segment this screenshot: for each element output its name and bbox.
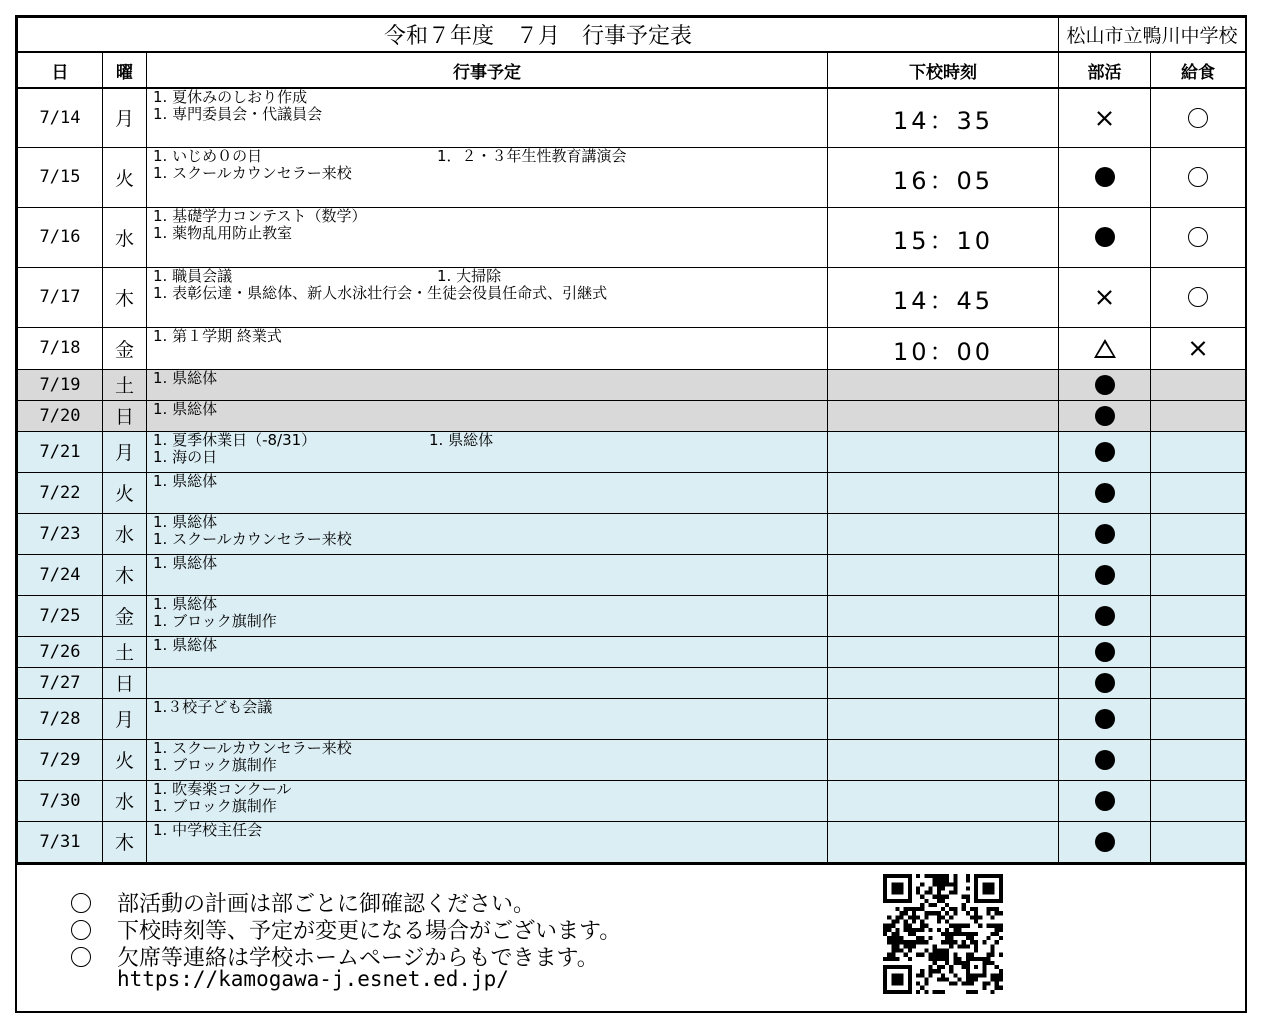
circle-bullet-icon bbox=[71, 947, 91, 967]
table-row bbox=[18, 369, 1246, 400]
lunch-cell bbox=[1151, 739, 1246, 780]
weekday-cell: 水 bbox=[103, 780, 147, 821]
note-text: 欠席等連絡は学校ホームページからもできます。 bbox=[117, 946, 599, 971]
date-cell: 7/17 bbox=[18, 267, 103, 327]
club-cell bbox=[1059, 472, 1151, 513]
filled-circle-icon bbox=[1095, 673, 1115, 693]
dismissal-time-cell bbox=[828, 821, 1059, 862]
club-cell bbox=[1059, 513, 1151, 554]
date-cell: 7/18 bbox=[18, 327, 103, 369]
weekday-cell: 月 bbox=[103, 431, 147, 472]
club-cell bbox=[1059, 595, 1151, 636]
events-cell bbox=[147, 431, 828, 472]
col-header-day: 日 bbox=[18, 52, 103, 88]
table-row bbox=[18, 88, 1246, 147]
events-cell bbox=[147, 207, 828, 267]
dismissal-time-cell: 14：45 bbox=[828, 267, 1059, 327]
events-cell bbox=[147, 369, 828, 400]
events-cell bbox=[147, 513, 828, 554]
lunch-cell bbox=[1151, 821, 1246, 862]
event-text: 1. 海の日 bbox=[153, 447, 218, 466]
club-cell bbox=[1059, 636, 1151, 667]
date-cell: 7/15 bbox=[18, 147, 103, 207]
triangle-icon bbox=[1094, 339, 1116, 358]
date-cell: 7/19 bbox=[18, 369, 103, 400]
dismissal-time-cell bbox=[828, 667, 1059, 698]
event-text: 1. 県総体 bbox=[429, 430, 494, 449]
date-cell: 7/26 bbox=[18, 636, 103, 667]
event-text: 1. ブロック旗制作 bbox=[153, 611, 277, 630]
col-header-events: 行事予定 bbox=[147, 52, 828, 88]
events-cell bbox=[147, 595, 828, 636]
event-text: 1. 県総体 bbox=[153, 553, 218, 572]
event-text: 1. 第１学期 終業式 bbox=[153, 326, 282, 345]
lunch-cell bbox=[1151, 327, 1246, 369]
open-circle-icon bbox=[1188, 108, 1208, 128]
weekday-cell: 木 bbox=[103, 267, 147, 327]
club-cell bbox=[1059, 147, 1151, 207]
weekday-cell: 火 bbox=[103, 147, 147, 207]
table-row bbox=[18, 207, 1246, 267]
date-cell: 7/21 bbox=[18, 431, 103, 472]
weekday-cell: 木 bbox=[103, 554, 147, 595]
events-cell bbox=[147, 636, 828, 667]
dismissal-time-cell bbox=[828, 431, 1059, 472]
events-cell bbox=[147, 554, 828, 595]
open-circle-icon bbox=[1188, 287, 1208, 307]
event-text: 1. 夏季休業日（-8/31） bbox=[153, 430, 317, 449]
weekday-cell: 日 bbox=[103, 667, 147, 698]
club-cell bbox=[1059, 698, 1151, 739]
table-row bbox=[18, 780, 1246, 821]
lunch-cell bbox=[1151, 554, 1246, 595]
table-row bbox=[18, 400, 1246, 431]
table-row bbox=[18, 821, 1246, 862]
filled-circle-icon bbox=[1095, 565, 1115, 585]
events-cell bbox=[147, 821, 828, 862]
weekday-cell: 木 bbox=[103, 821, 147, 862]
lunch-cell bbox=[1151, 267, 1246, 327]
event-text: 1. 表彰伝達・県総体、新人水泳壮行会・生徒会役員任命式、引継式 bbox=[153, 283, 608, 302]
event-text: 1. 大掃除 bbox=[437, 266, 502, 285]
club-cell bbox=[1059, 431, 1151, 472]
filled-circle-icon bbox=[1095, 709, 1115, 729]
lunch-cell bbox=[1151, 472, 1246, 513]
event-text: 1. 県総体 bbox=[153, 399, 218, 418]
date-cell: 7/23 bbox=[18, 513, 103, 554]
lunch-cell bbox=[1151, 431, 1246, 472]
filled-circle-icon bbox=[1095, 606, 1115, 626]
weekday-cell: 土 bbox=[103, 369, 147, 400]
weekday-cell: 水 bbox=[103, 207, 147, 267]
dismissal-time-cell: 14：35 bbox=[828, 88, 1059, 147]
table-row bbox=[18, 698, 1246, 739]
events-cell bbox=[147, 267, 828, 327]
events-cell bbox=[147, 400, 828, 431]
events-cell bbox=[147, 472, 828, 513]
table-row bbox=[18, 267, 1246, 327]
event-text: 1. スクールカウンセラー来校 bbox=[153, 738, 352, 757]
event-text: 1.３校子ども会議 bbox=[153, 697, 273, 716]
cross-icon: × bbox=[1093, 282, 1116, 313]
event-text: 1. 県総体 bbox=[153, 471, 218, 490]
dismissal-time-cell bbox=[828, 472, 1059, 513]
dismissal-time-cell bbox=[828, 513, 1059, 554]
open-circle-icon bbox=[1188, 227, 1208, 247]
weekday-cell: 火 bbox=[103, 472, 147, 513]
filled-circle-icon bbox=[1095, 642, 1115, 662]
date-cell: 7/14 bbox=[18, 88, 103, 147]
event-text: 1. 県総体 bbox=[153, 594, 218, 613]
dismissal-time-cell bbox=[828, 369, 1059, 400]
date-cell: 7/20 bbox=[18, 400, 103, 431]
club-cell bbox=[1059, 267, 1151, 327]
table-row bbox=[18, 513, 1246, 554]
weekday-cell: 日 bbox=[103, 400, 147, 431]
date-cell: 7/16 bbox=[18, 207, 103, 267]
col-header-dismissal: 下校時刻 bbox=[828, 52, 1059, 88]
date-cell: 7/22 bbox=[18, 472, 103, 513]
filled-circle-icon bbox=[1095, 750, 1115, 770]
filled-circle-icon bbox=[1095, 832, 1115, 852]
table-row bbox=[18, 472, 1246, 513]
dismissal-time-cell bbox=[828, 595, 1059, 636]
table-row bbox=[18, 431, 1246, 472]
lunch-cell bbox=[1151, 88, 1246, 147]
cross-icon: × bbox=[1093, 103, 1116, 133]
events-cell bbox=[147, 698, 828, 739]
dismissal-time-cell bbox=[828, 739, 1059, 780]
lunch-cell bbox=[1151, 636, 1246, 667]
page-title: 令和７年度 ７月 行事予定表 bbox=[18, 18, 1059, 53]
filled-circle-icon bbox=[1095, 442, 1115, 462]
school-name: 松山市立鴨川中学校 bbox=[1059, 18, 1246, 53]
events-cell bbox=[147, 88, 828, 147]
lunch-cell bbox=[1151, 369, 1246, 400]
school-url[interactable]: https://kamogawa-j.esnet.ed.jp/ bbox=[117, 967, 509, 991]
note-text: 部活動の計画は部ごとに御確認ください。 bbox=[117, 892, 536, 917]
club-cell bbox=[1059, 821, 1151, 862]
col-header-club: 部活 bbox=[1059, 52, 1151, 88]
filled-circle-icon bbox=[1095, 227, 1115, 247]
weekday-cell: 金 bbox=[103, 595, 147, 636]
club-cell bbox=[1059, 207, 1151, 267]
weekday-cell: 月 bbox=[103, 698, 147, 739]
event-text: 1. スクールカウンセラー来校 bbox=[153, 529, 352, 548]
dismissal-time-cell bbox=[828, 400, 1059, 431]
event-text: 1. 県総体 bbox=[153, 512, 218, 531]
circle-bullet-icon bbox=[71, 893, 91, 913]
table-row bbox=[18, 554, 1246, 595]
weekday-cell: 金 bbox=[103, 327, 147, 369]
dismissal-time-cell bbox=[828, 698, 1059, 739]
event-text: 1. 職員会議 bbox=[153, 266, 233, 285]
filled-circle-icon bbox=[1095, 375, 1115, 395]
event-text: 1. 吹奏楽コンクール bbox=[153, 779, 292, 798]
footer-notes bbox=[17, 863, 1245, 1013]
date-cell: 7/28 bbox=[18, 698, 103, 739]
lunch-cell bbox=[1151, 207, 1246, 267]
weekday-cell: 火 bbox=[103, 739, 147, 780]
event-text: 1. いじめ０の日 bbox=[153, 146, 263, 165]
note-text: 下校時刻等、予定が変更になる場合がございます。 bbox=[117, 919, 622, 944]
lunch-cell bbox=[1151, 595, 1246, 636]
date-cell: 7/24 bbox=[18, 554, 103, 595]
club-cell bbox=[1059, 739, 1151, 780]
table-row bbox=[18, 327, 1246, 369]
weekday-cell: 月 bbox=[103, 88, 147, 147]
events-cell bbox=[147, 739, 828, 780]
events-cell bbox=[147, 667, 828, 698]
dismissal-time-cell: 15：10 bbox=[828, 207, 1059, 267]
club-cell bbox=[1059, 554, 1151, 595]
club-cell bbox=[1059, 667, 1151, 698]
table-row bbox=[18, 147, 1246, 207]
club-cell bbox=[1059, 327, 1151, 369]
event-text: 1. 県総体 bbox=[153, 635, 218, 654]
club-cell bbox=[1059, 780, 1151, 821]
lunch-cell bbox=[1151, 400, 1246, 431]
dismissal-time-cell: 10：00 bbox=[828, 327, 1059, 369]
event-text: 1. ブロック旗制作 bbox=[153, 755, 277, 774]
club-cell bbox=[1059, 400, 1151, 431]
filled-circle-icon bbox=[1095, 483, 1115, 503]
event-text: 1. 薬物乱用防止教室 bbox=[153, 223, 293, 242]
dismissal-time-cell bbox=[828, 554, 1059, 595]
club-cell bbox=[1059, 88, 1151, 147]
events-cell bbox=[147, 780, 828, 821]
events-cell bbox=[147, 327, 828, 369]
lunch-cell bbox=[1151, 147, 1246, 207]
circle-bullet-icon bbox=[71, 920, 91, 940]
table-row bbox=[18, 667, 1246, 698]
qr-code-icon[interactable] bbox=[883, 869, 1003, 999]
filled-circle-icon bbox=[1095, 167, 1115, 187]
date-cell: 7/29 bbox=[18, 739, 103, 780]
dismissal-time-cell bbox=[828, 780, 1059, 821]
club-cell bbox=[1059, 369, 1151, 400]
events-cell bbox=[147, 147, 828, 207]
lunch-cell bbox=[1151, 513, 1246, 554]
dismissal-time-cell: 16：05 bbox=[828, 147, 1059, 207]
event-text: 1. ブロック旗制作 bbox=[153, 796, 277, 815]
date-cell: 7/30 bbox=[18, 780, 103, 821]
lunch-cell bbox=[1151, 698, 1246, 739]
lunch-cell bbox=[1151, 780, 1246, 821]
schedule-sheet bbox=[15, 15, 1247, 1013]
dismissal-time-cell bbox=[828, 636, 1059, 667]
date-cell: 7/25 bbox=[18, 595, 103, 636]
event-text: 1. 県総体 bbox=[153, 368, 218, 387]
schedule-table bbox=[17, 17, 1246, 863]
weekday-cell: 水 bbox=[103, 513, 147, 554]
lunch-cell bbox=[1151, 667, 1246, 698]
col-header-dow: 曜 bbox=[103, 52, 147, 88]
table-row bbox=[18, 636, 1246, 667]
filled-circle-icon bbox=[1095, 524, 1115, 544]
event-text: 1. 夏休みのしおり作成 bbox=[153, 88, 308, 106]
cross-icon: × bbox=[1187, 333, 1209, 364]
date-cell: 7/31 bbox=[18, 821, 103, 862]
event-text: 1. スクールカウンセラー来校 bbox=[153, 163, 352, 182]
event-text: 1. 基礎学力コンテスト（数学） bbox=[153, 206, 367, 225]
table-row bbox=[18, 595, 1246, 636]
col-header-lunch: 給食 bbox=[1151, 52, 1246, 88]
event-text: 1. 中学校主任会 bbox=[153, 820, 263, 839]
date-cell: 7/27 bbox=[18, 667, 103, 698]
open-circle-icon bbox=[1188, 167, 1208, 187]
filled-circle-icon bbox=[1095, 406, 1115, 426]
event-text: 1．２・３年生性教育講演会 bbox=[437, 146, 627, 165]
filled-circle-icon bbox=[1095, 791, 1115, 811]
table-row bbox=[18, 739, 1246, 780]
weekday-cell: 土 bbox=[103, 636, 147, 667]
event-text: 1. 専門委員会・代議員会 bbox=[153, 105, 323, 123]
